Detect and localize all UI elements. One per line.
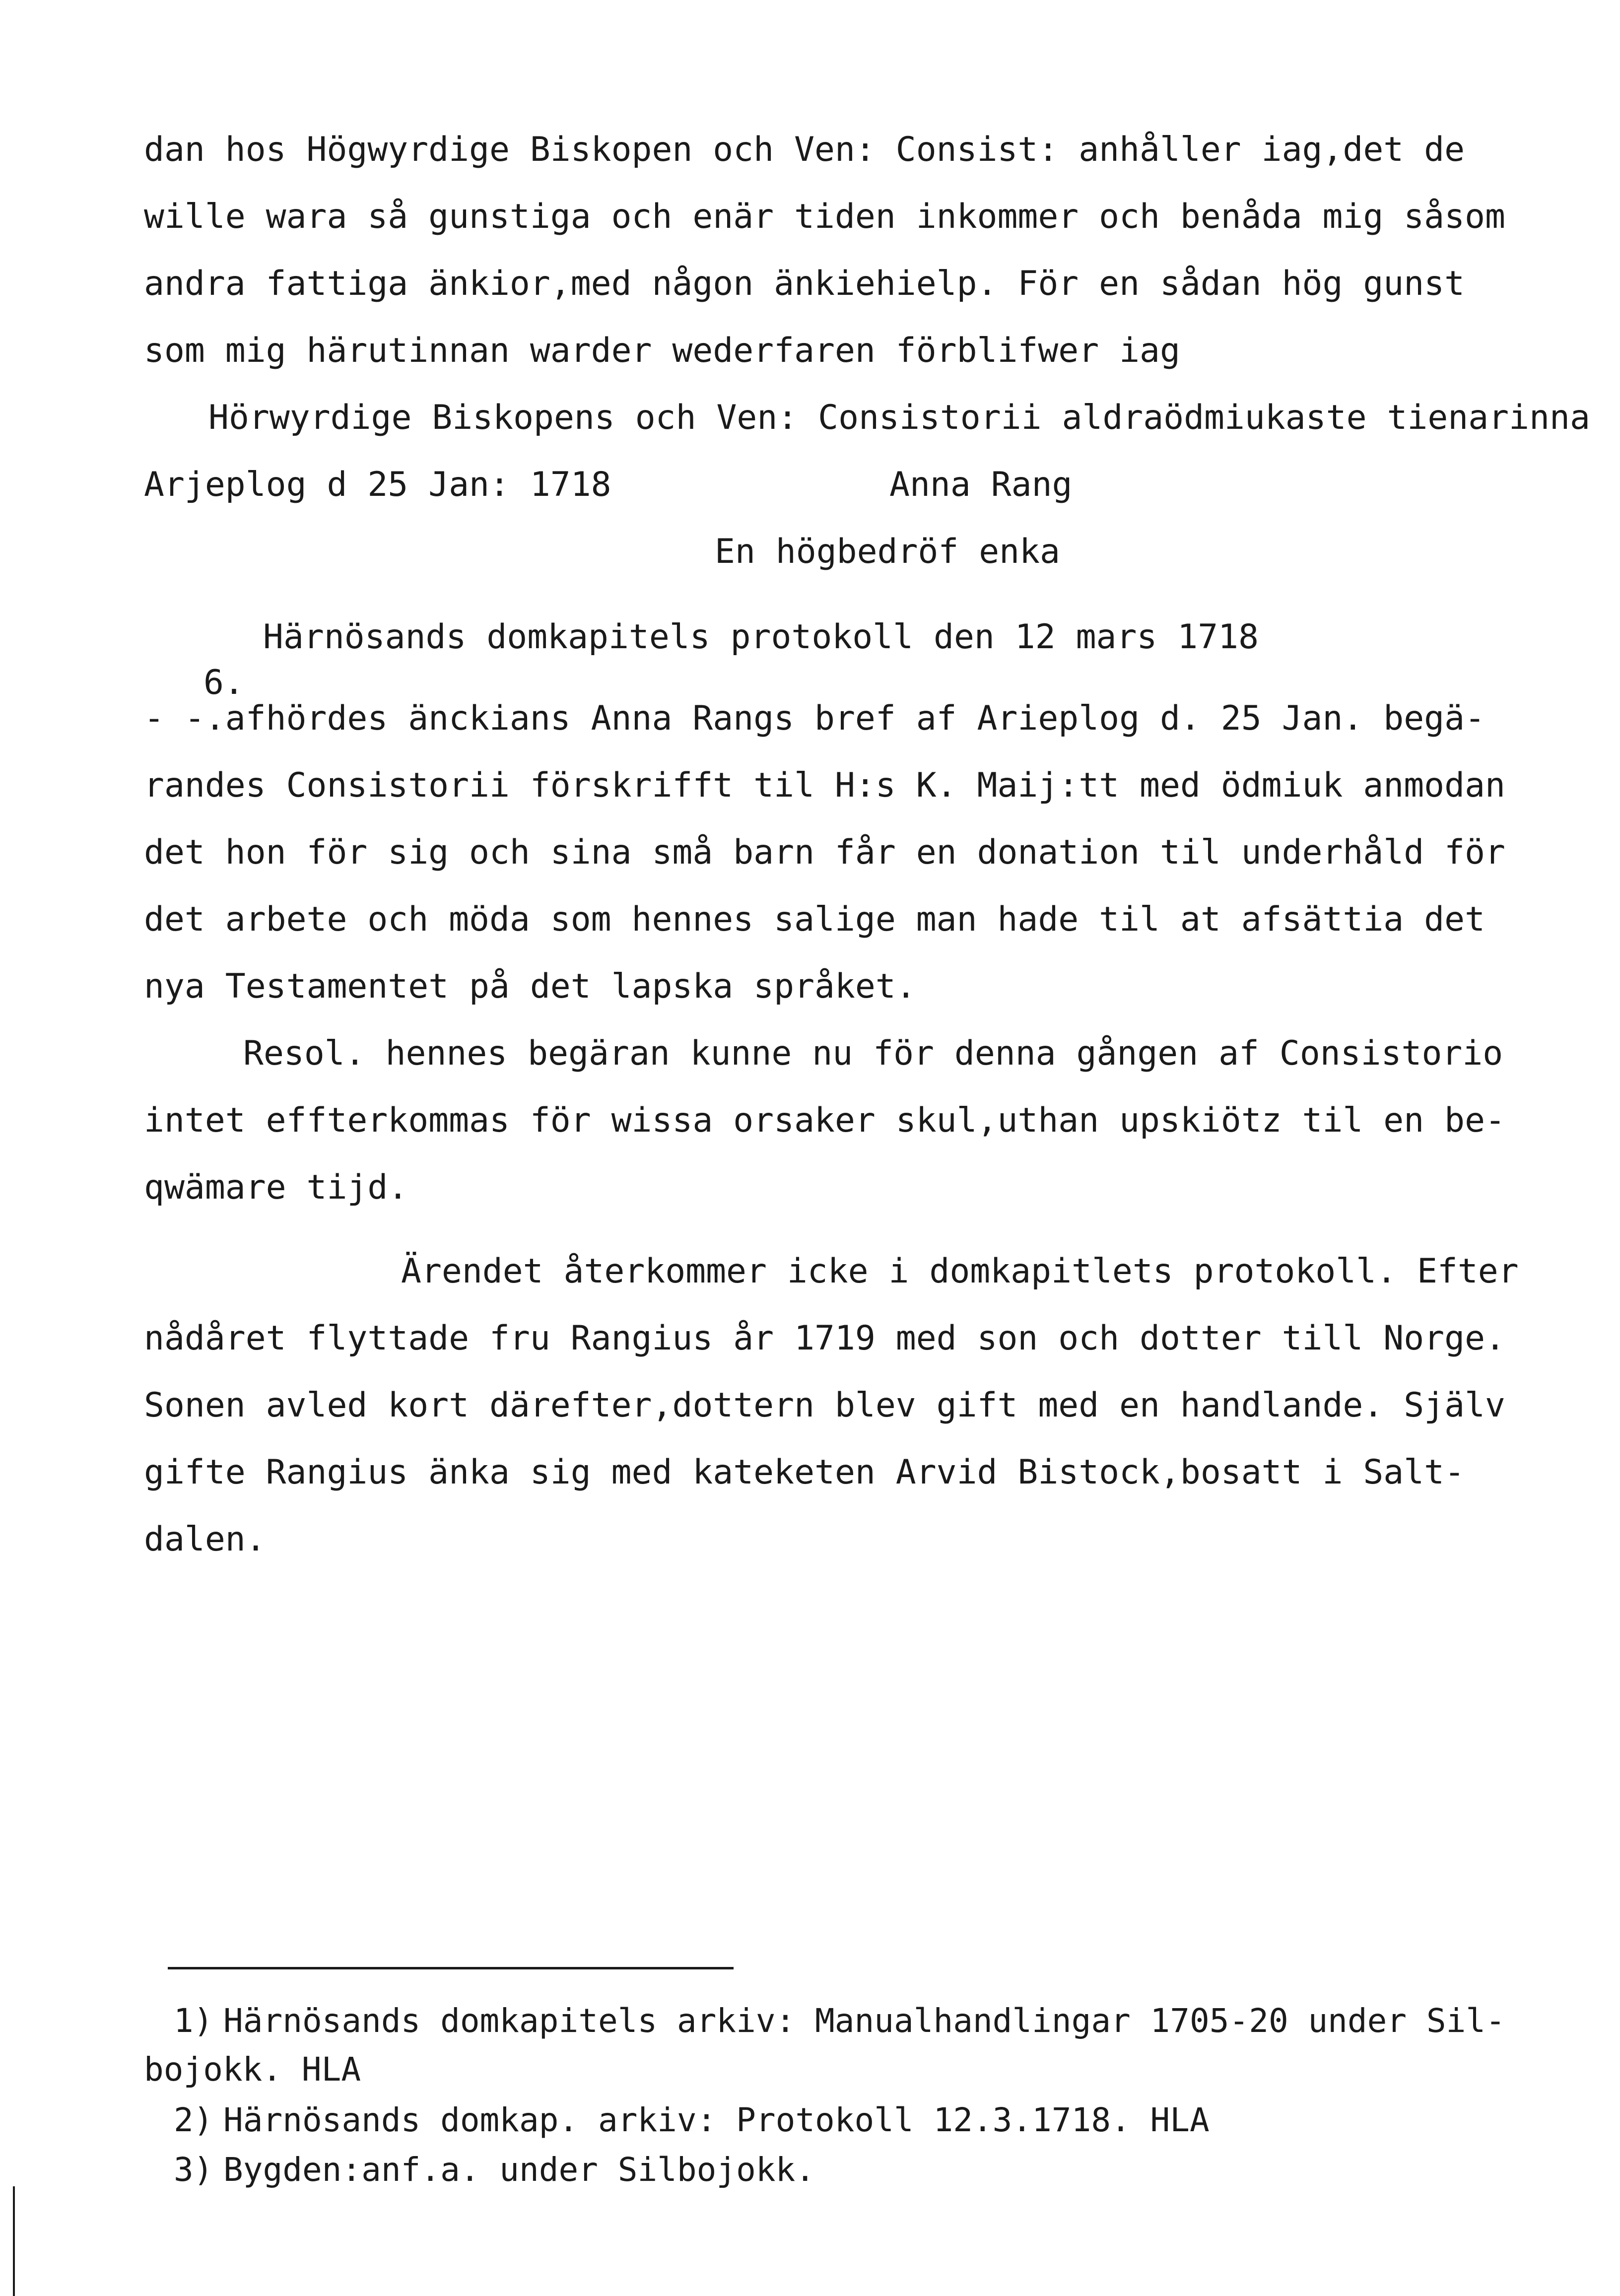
commentary-line-2: nådåret flyttade fru Rangius år 1719 med son och dotter till Norge. bbox=[144, 1319, 1505, 1358]
letter-line-4: som mig härutinnan warder wederfaren förblifwer iag bbox=[144, 331, 1180, 370]
letter-line-3: andra fattiga änkior,med någon änkiehielp. För en sådan hög gunst bbox=[144, 264, 1465, 303]
footnote-1-line-2: bojokk. HLA bbox=[144, 2050, 361, 2089]
protocol-line-5: nya Testamentet på det lapska språket. bbox=[144, 967, 916, 1006]
commentary-line-4: gifte Rangius änka sig med kateketen Arvid Bistock,bosatt i Salt- bbox=[144, 1453, 1465, 1492]
protocol-line-3: det hon för sig och sina små barn får en donation til underhåld för bbox=[144, 833, 1505, 872]
commentary-line-3: Sonen avled kort därefter,dottern blev gift med en handlande. Själv bbox=[144, 1386, 1505, 1425]
commentary-line-1: Ärendet återkommer icke i domkapitlets protokoll. Efter bbox=[401, 1252, 1519, 1291]
footnote-2: Härnösands domkap. arkiv: Protokoll 12.3.1718. HLA bbox=[223, 2101, 1210, 2139]
letter-place-date: Arjeplog d 25 Jan: 1718 bbox=[144, 465, 611, 504]
protocol-line-2: randes Consistorii förskrifft til H:s K. Maij:tt med ödmiuk anmodan bbox=[144, 766, 1505, 805]
letter-line-2: wille wara så gunstiga och enär tiden inkommer och benåda mig såsom bbox=[144, 197, 1505, 236]
protocol-line-4: det arbete och möda som hennes salige man hade til at afsättia det bbox=[144, 900, 1485, 939]
footnote-marker-1: 1) bbox=[174, 2002, 213, 2040]
letter-line-1: dan hos Högwyrdige Biskopen och Ven: Consist: anhåller iag,det de bbox=[144, 130, 1465, 169]
resolution-line-2: intet effterkommas för wissa orsaker skul,uthan upskiötz til en be- bbox=[144, 1101, 1505, 1140]
footnote-separator bbox=[168, 1967, 734, 1969]
scan-edge-line bbox=[13, 2186, 15, 2296]
resolution-line-3: qwämare tijd. bbox=[144, 1168, 408, 1207]
footnote-marker-3: 3) bbox=[174, 2151, 213, 2189]
letter-closing-line: Hörwyrdige Biskopens och Ven: Consistorii aldraödmiukaste tienarinna bbox=[208, 398, 1590, 437]
resolution-line-1: Resol. hennes begäran kunne nu för denna gången af Consistorio bbox=[243, 1034, 1503, 1073]
commentary-line-5: dalen. bbox=[144, 1520, 266, 1559]
footnote-3: Bygden:anf.a. under Silbojokk. bbox=[223, 2151, 815, 2189]
footnote-marker-2: 2) bbox=[174, 2101, 213, 2139]
protocol-line-1: - -.afhördes änckians Anna Rangs bref af Arieplog d. 25 Jan. begä- bbox=[144, 699, 1485, 738]
protocol-item-number: 6. bbox=[203, 663, 244, 702]
footnote-1-line-1: Härnösands domkapitels arkiv: Manualhandlingar 1705-20 under Sil- bbox=[223, 2002, 1505, 2040]
protocol-heading: Härnösands domkapitels protokoll den 12 mars 1718 bbox=[263, 617, 1259, 657]
letter-signature-title: En högbedröf enka bbox=[715, 532, 1060, 571]
letter-signature: Anna Rang bbox=[889, 465, 1073, 504]
